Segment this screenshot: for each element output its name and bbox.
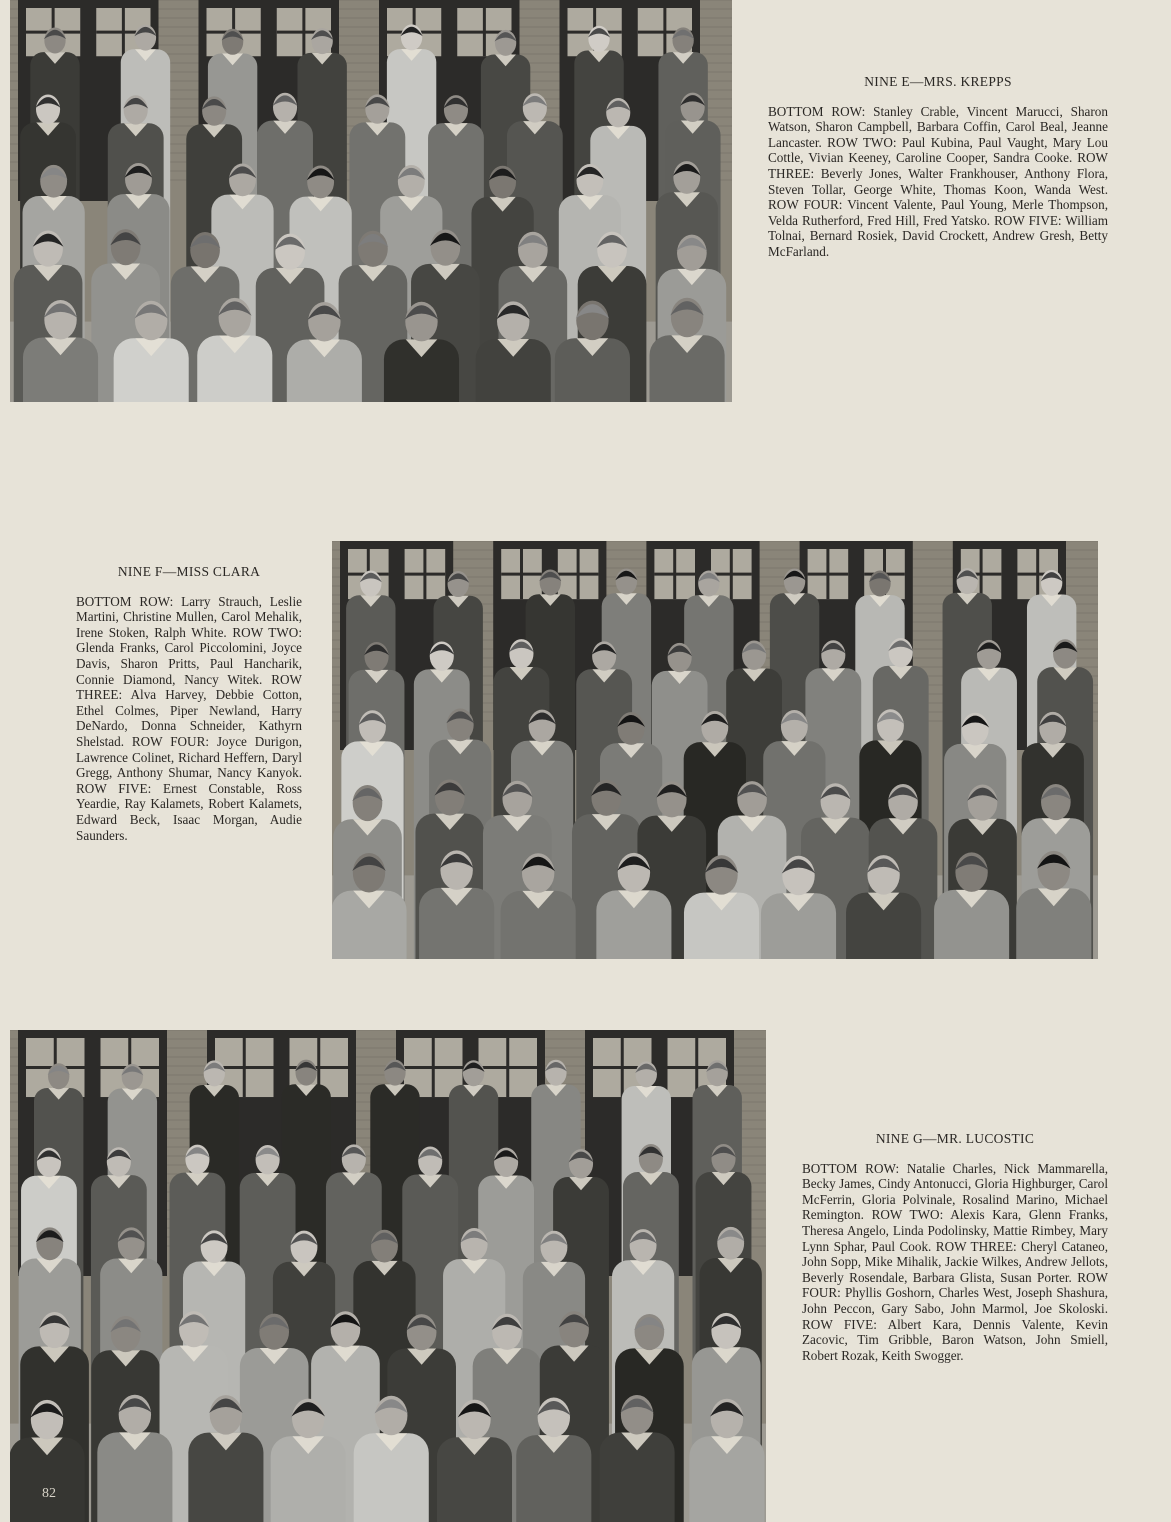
- group-photo-image: [332, 541, 1098, 959]
- caption-nine-g: [802, 1131, 1108, 1363]
- caption-body: BOTTOM ROW: Natalie Charles, Nick Mammarella, Becky James, Cindy Antonucci, Gloria Highburger, Carol McFerrin, Gloria Polvinale, Rosalind Marino, Michael Remington. ROW TWO: Alexis Kara, Glenn Franks, Theresa Angelo, Linda Podolinsky, Mattie Rimbey, Mary Lynn Sphar, Paul Cook. ROW THREE: Cheryl Cataneo, John Sopp, Mike Mihalik, Jackie Wilkes, Andrew Jellots, Beverly Rosendale, Barbara Glista, Susan Porter. ROW FOUR: Phyllis Goshorn, Charles West, Joseph Shashura, John Peccon, Gary Sabo, John Marmol, Joe Skoloski. ROW FIVE: Albert Kara, Dennis Valente, Kevin Zacovic, Tim Gribble, Baron Watson, John Smiell, Robert Rozak, Keith Swogger.: [802, 1160, 1108, 1363]
- class-photo-nine-f: [332, 541, 1098, 959]
- class-photo-nine-g: [10, 1030, 766, 1522]
- caption-body: BOTTOM ROW: Stanley Crable, Vincent Marucci, Sharon Watson, Sharon Campbell, Barbara Coffin, Carol Beal, Jeanne Lancaster. ROW TWO: Paul Kubina, Paul Vaught, Mary Lou Cottle, Vivian Keeney, Caroline Cooper, Sandra Cooke. ROW THREE: Beverly Jones, Walter Frankhouser, Anthony Flora, Steven Tollar, George White, Thomas Koon, Wanda West. ROW FOUR: Vincent Valente, Paul Young, Merle Thompson, Velda Rutherford, Fred Hill, Fred Yatsko. ROW FIVE: William Tolnai, Bernard Rosiek, David Crockett, Andrew Gresh, Betty McFarland.: [768, 103, 1108, 259]
- page-number: 82: [42, 1486, 56, 1501]
- caption-body: BOTTOM ROW: Larry Strauch, Leslie Martini, Christine Mullen, Carol Mehalik, Irene Stoken, Ralph White. ROW TWO: Glenda Franks, Carol Piccolomini, Joyce Davis, Sharon Pritts, Paul Hancharik, Connie Diamond, Nancy Witek. ROW THREE: Alva Harvey, Debbie Cotton, Ethel Colmes, Piper Newland, Harry DeNardo, Donna Schneider, Kathyrn Shelstad. ROW FOUR: Joyce Durigon, Lawrence Colinet, Richard Heffern, Daryl Gregg, Anthony Shumar, Nancy Kanyok. ROW FIVE: Ernest Constable, Ross Yeardie, Ray Kalamets, Robert Kalamets, Edward Beck, Isaac Morgan, Audie Saunders.: [76, 593, 302, 843]
- caption-title: NINE F—MISS CLARA: [117, 564, 261, 579]
- group-photo-image: [10, 0, 732, 402]
- caption-nine-f: [76, 564, 302, 843]
- group-photo-image: [10, 1030, 766, 1522]
- caption-title: NINE G—MR. LUCOSTIC: [875, 1131, 1035, 1146]
- caption-title: NINE E—MRS. KREPPS: [864, 74, 1012, 89]
- caption-nine-e: [768, 74, 1108, 260]
- class-photo-nine-e: [10, 0, 732, 402]
